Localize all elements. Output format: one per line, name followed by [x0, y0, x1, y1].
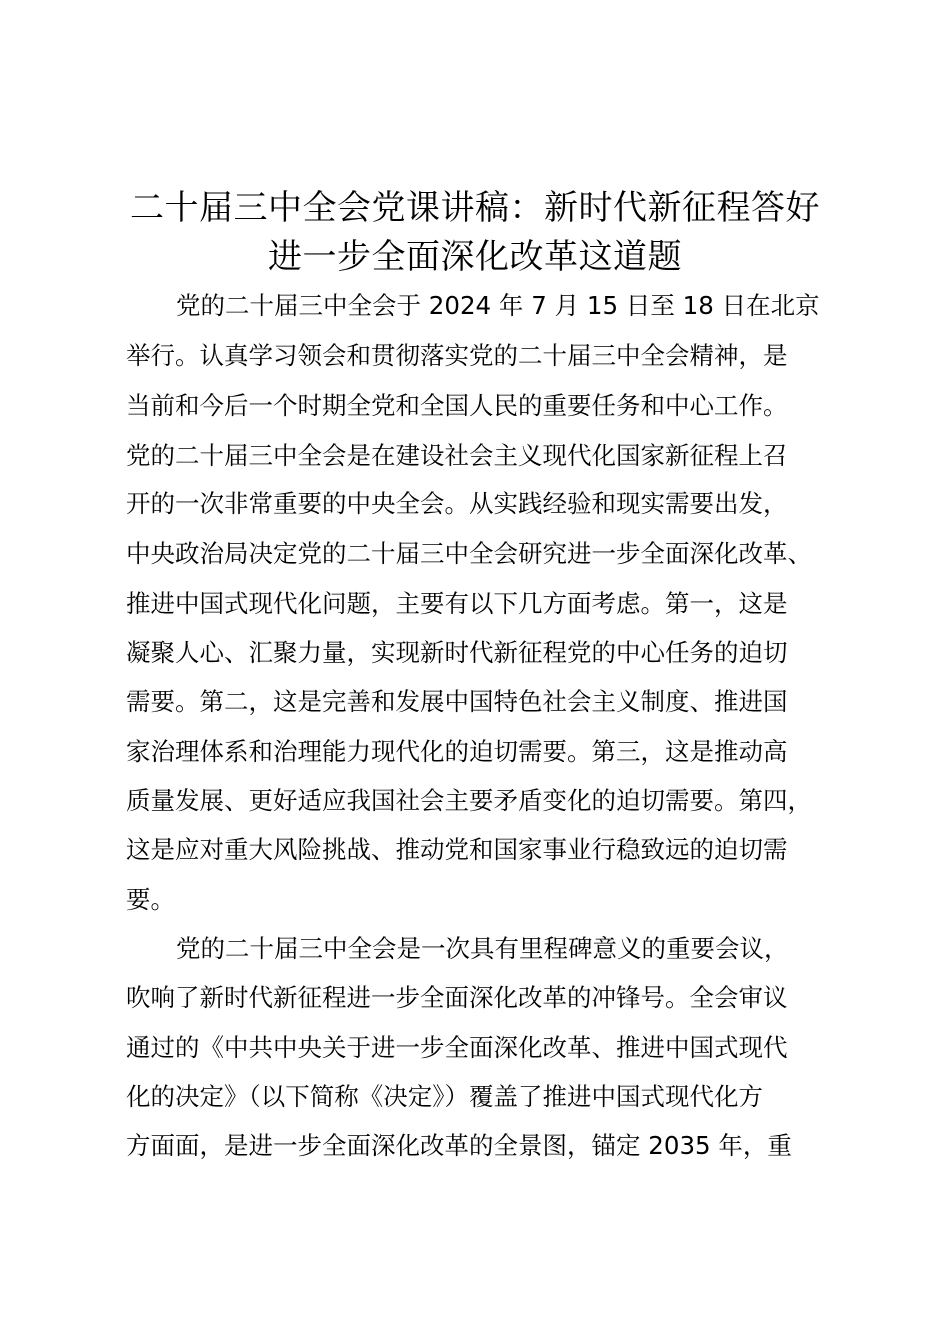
body-text-line: 方面面，是进一步全面深化改革的全景图，锚定 2035 年，重 [126, 1131, 792, 1160]
body-text-line: 开的一次非常重要的中央全会。从实践经验和现实需要出发， [126, 489, 788, 518]
body-text-line: 推进中国式现代化问题，主要有以下几方面考虑。第一，这是 [126, 589, 788, 618]
body-text-line: 家治理体系和治理能力现代化的迫切需要。第三，这是推动高 [126, 737, 788, 766]
body-text-line: 党的二十届三中全会是一次具有里程碑意义的重要会议， [176, 934, 789, 963]
body-text-line: 化的决定》（以下简称《决定》）覆盖了推进中国式现代化方 [126, 1082, 763, 1111]
title-line: 二十届三中全会党课讲稿：新时代新征程答好 [130, 188, 820, 228]
body-text-line: 这是应对重大风险挑战、推动党和国家事业行稳致远的迫切需 [126, 835, 788, 864]
body-text-line: 通过的《中共中央关于进一步全面深化改革、推进中国式现代 [126, 1033, 788, 1062]
body-text-line: 吹响了新时代新征程进一步全面深化改革的冲锋号。全会审议 [126, 983, 788, 1012]
body-text-line: 中央政治局决定党的二十届三中全会研究进一步全面深化改革、 [126, 539, 812, 568]
body-text-line: 需要。第二，这是完善和发展中国特色社会主义制度、推进国 [126, 687, 788, 716]
body-text-line: 质量发展、更好适应我国社会主要矛盾变化的迫切需要。第四， [126, 786, 812, 815]
body-text-line: 要。 [126, 885, 175, 914]
body-text-line: 当前和今后一个时期全党和全国人民的重要任务和中心工作。 [126, 391, 788, 420]
body-text-line: 凝聚人心、汇聚力量，实现新时代新征程党的中心任务的迫切 [126, 638, 788, 667]
title-line: 进一步全面深化改革这道题 [268, 237, 682, 277]
body-text-line: 党的二十届三中全会于 2024 年 7 月 15 日至 18 日在北京 [176, 291, 820, 320]
body-text-line: 举行。认真学习领会和贯彻落实党的二十届三中全会精神，是 [126, 341, 788, 370]
body-text-line: 党的二十届三中全会是在建设社会主义现代化国家新征程上召 [126, 441, 788, 470]
document-title [100, 184, 850, 282]
